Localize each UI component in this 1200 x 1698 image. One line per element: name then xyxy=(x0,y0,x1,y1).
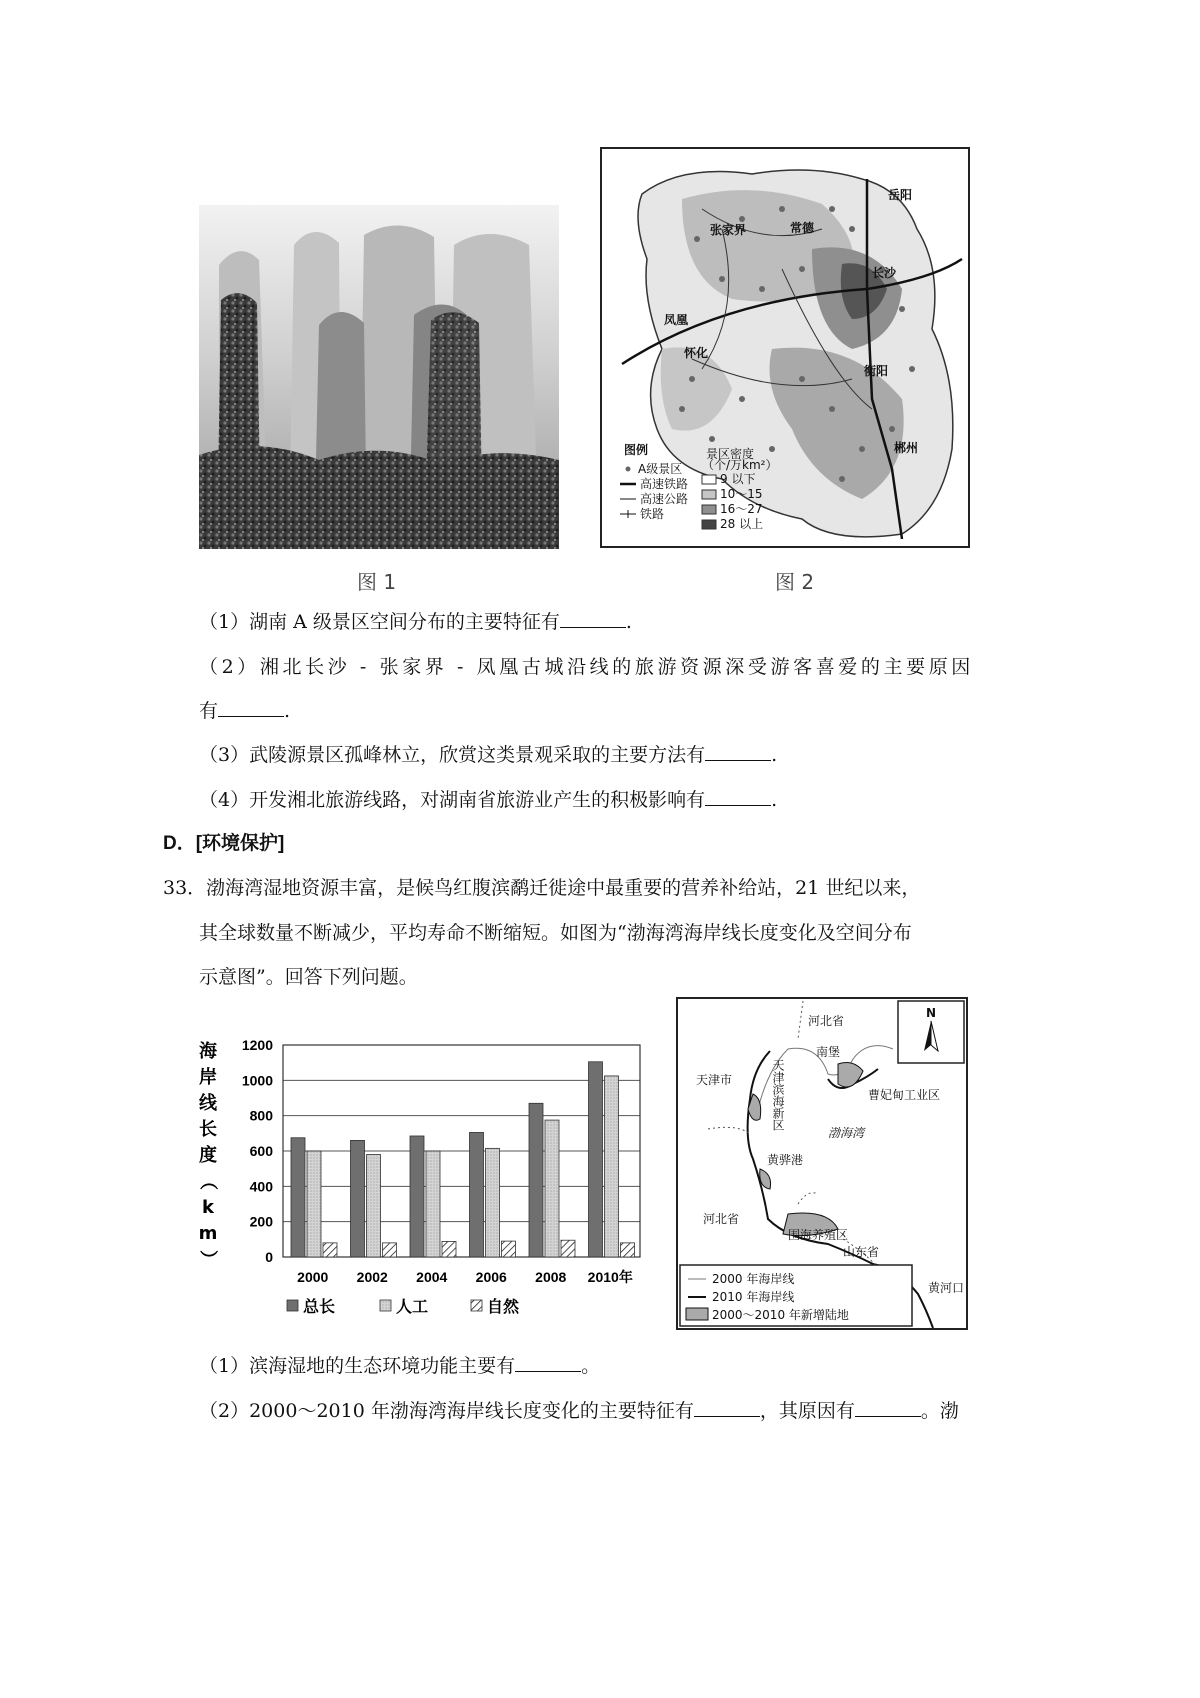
bar-自然 xyxy=(502,1241,516,1257)
answer-blank[interactable] xyxy=(560,609,626,628)
answer-blank[interactable] xyxy=(694,1398,760,1417)
figure1-photo xyxy=(199,205,559,549)
figure2-map xyxy=(600,147,970,548)
q33-1: （1）滨海湿地的生态环境功能主要有 。 xyxy=(199,1355,601,1377)
q33-line2: 其全球数量不断减少，平均寿命不断缩短。如图为“渤海湾海岸线长度变化及空间分布 xyxy=(199,922,912,944)
svg-text:黄骅港: 黄骅港 xyxy=(767,1153,804,1167)
x-tick-label: 2006 xyxy=(475,1269,507,1285)
y-tick-label: 800 xyxy=(249,1107,273,1124)
bar-人工 xyxy=(367,1155,381,1257)
svg-text:2000 年海岸线: 2000 年海岸线 xyxy=(712,1272,795,1286)
y-axis-label-char: k xyxy=(202,1197,214,1218)
y-axis-label-char: 海 xyxy=(199,1041,217,1062)
answer-blank[interactable] xyxy=(855,1398,921,1417)
svg-text:铁路: 铁路 xyxy=(640,507,665,521)
q33-2: （2）2000～2010 年渤海湾海岸线长度变化的主要特征有 ，其原因有 。渤 xyxy=(199,1400,959,1422)
bohai-map-svg xyxy=(678,999,966,1328)
bar-自然 xyxy=(621,1243,635,1257)
q32-1: （1）湖南 A 级景区空间分布的主要特征有 . xyxy=(199,611,632,633)
city-hengyang: 衡阳 xyxy=(864,364,889,378)
bar-chart-svg xyxy=(190,1025,660,1330)
svg-text:高速铁路: 高速铁路 xyxy=(640,477,689,491)
svg-text:黄河口: 黄河口 xyxy=(928,1281,965,1295)
y-tick-label: 1000 xyxy=(241,1072,273,1089)
y-tick-label: 0 xyxy=(265,1249,273,1265)
bar-自然 xyxy=(323,1243,337,1257)
legend-swatch xyxy=(287,1300,298,1311)
y-axis-label-char: m xyxy=(198,1223,218,1244)
y-axis-label-char: （ xyxy=(197,1172,218,1190)
svg-text:河北省: 河北省 xyxy=(703,1212,740,1226)
svg-text:9 以下: 9 以下 xyxy=(720,472,756,486)
y-tick-label: 400 xyxy=(249,1178,273,1195)
q32-2-line1: （2）湘北长沙 - 张家界 - 凤凰古城沿线的旅游资源深受游客喜爱的主要原因 xyxy=(199,656,974,678)
city-chenzhou: 郴州 xyxy=(894,441,919,455)
svg-text:N: N xyxy=(926,1006,937,1020)
figure2-caption: 图 2 xyxy=(775,570,815,594)
svg-text:A级景区: A级景区 xyxy=(638,462,683,476)
svg-text:围海养殖区: 围海养殖区 xyxy=(788,1228,849,1242)
y-tick-label: 200 xyxy=(249,1213,273,1230)
bar-人工 xyxy=(307,1151,321,1257)
city-changde: 常德 xyxy=(790,221,815,235)
svg-text:高速公路: 高速公路 xyxy=(640,492,689,506)
city-huaihua: 怀化 xyxy=(684,346,709,360)
x-tick-label: 2004 xyxy=(416,1269,448,1285)
bar-人工 xyxy=(545,1120,559,1257)
bar-自然 xyxy=(383,1243,397,1257)
bar-总长 xyxy=(410,1136,424,1257)
bar-总长 xyxy=(529,1103,543,1257)
svg-text:天津市: 天津市 xyxy=(696,1073,733,1087)
legend-swatch xyxy=(471,1300,482,1311)
legend-label: 人工 xyxy=(396,1297,429,1316)
bar-自然 xyxy=(442,1241,456,1257)
answer-blank[interactable] xyxy=(705,787,771,806)
svg-text:南堡: 南堡 xyxy=(816,1045,841,1059)
bar-总长 xyxy=(351,1140,365,1257)
bar-总长 xyxy=(470,1132,484,1257)
svg-text:2000～2010 年新增陆地: 2000～2010 年新增陆地 xyxy=(712,1308,849,1322)
bar-人工 xyxy=(426,1151,440,1257)
city-fenghuang: 凤凰 xyxy=(664,313,689,327)
svg-text:图例: 图例 xyxy=(624,443,649,457)
bohai-map xyxy=(676,997,968,1330)
y-axis-label-char: 度 xyxy=(199,1145,217,1166)
answer-blank[interactable] xyxy=(218,698,284,717)
x-tick-label: 2008 xyxy=(535,1269,567,1285)
bar-人工 xyxy=(605,1076,619,1257)
q32-3: （3）武陵源景区孤峰林立，欣赏这类景观采取的主要方法有 . xyxy=(199,744,778,766)
x-tick-label: 2010年 xyxy=(587,1269,633,1285)
svg-text:渤海湾: 渤海湾 xyxy=(828,1126,865,1140)
y-tick-label: 1200 xyxy=(241,1037,273,1053)
coastline-chart xyxy=(190,1025,660,1330)
answer-blank[interactable] xyxy=(705,742,771,761)
svg-text:16～27: 16～27 xyxy=(720,502,763,516)
hunan-map xyxy=(602,149,968,546)
q32-2-line2: 有 . xyxy=(199,700,291,722)
svg-text:山东省: 山东省 xyxy=(843,1245,880,1259)
q33-line3: 示意图”。回答下列问题。 xyxy=(199,966,418,988)
svg-text:（个/万km²）: （个/万km²） xyxy=(702,458,778,472)
bar-人工 xyxy=(486,1148,500,1257)
y-axis-label-char: ） xyxy=(197,1250,218,1268)
x-tick-label: 2002 xyxy=(356,1269,388,1285)
q33-line1: 33．渤海湾湿地资源丰富，是候鸟红腹滨鹬迁徙途中最重要的营养补给站，21 世纪以来， xyxy=(163,877,921,899)
svg-text:河北省: 河北省 xyxy=(808,1014,845,1028)
y-axis-label-char: 长 xyxy=(199,1119,217,1140)
legend-swatch xyxy=(380,1300,391,1311)
y-tick-label: 600 xyxy=(249,1143,273,1159)
answer-blank[interactable] xyxy=(515,1353,581,1372)
city-changsha: 长沙 xyxy=(872,266,897,280)
legend-label: 自然 xyxy=(487,1297,520,1316)
svg-text:10～15: 10～15 xyxy=(720,487,763,501)
svg-text:曹妃甸工业区: 曹妃甸工业区 xyxy=(868,1088,941,1102)
svg-text:28 以上: 28 以上 xyxy=(720,517,764,531)
figure1-caption: 图 1 xyxy=(357,570,397,594)
y-axis-label-char: 岸 xyxy=(199,1067,217,1088)
y-axis-label-char: 线 xyxy=(199,1093,217,1114)
bar-总长 xyxy=(589,1062,603,1257)
section-d-heading: D．[环境保护] xyxy=(163,833,285,854)
city-zhangjiajie: 张家界 xyxy=(710,223,747,237)
svg-text:景区密度: 景区密度 xyxy=(706,447,755,461)
binhai-label: 天津滨海新区 xyxy=(771,1059,785,1131)
city-yueyang: 岳阳 xyxy=(888,188,913,202)
q32-4: （4）开发湘北旅游线路，对湖南省旅游业产生的积极影响有 . xyxy=(199,789,778,811)
x-tick-label: 2000 xyxy=(297,1269,329,1285)
svg-text:2010 年海岸线: 2010 年海岸线 xyxy=(712,1290,795,1304)
bar-自然 xyxy=(561,1240,575,1257)
bar-总长 xyxy=(291,1138,305,1257)
legend-label: 总长 xyxy=(303,1297,336,1316)
stone-pillars-photo xyxy=(199,205,559,549)
